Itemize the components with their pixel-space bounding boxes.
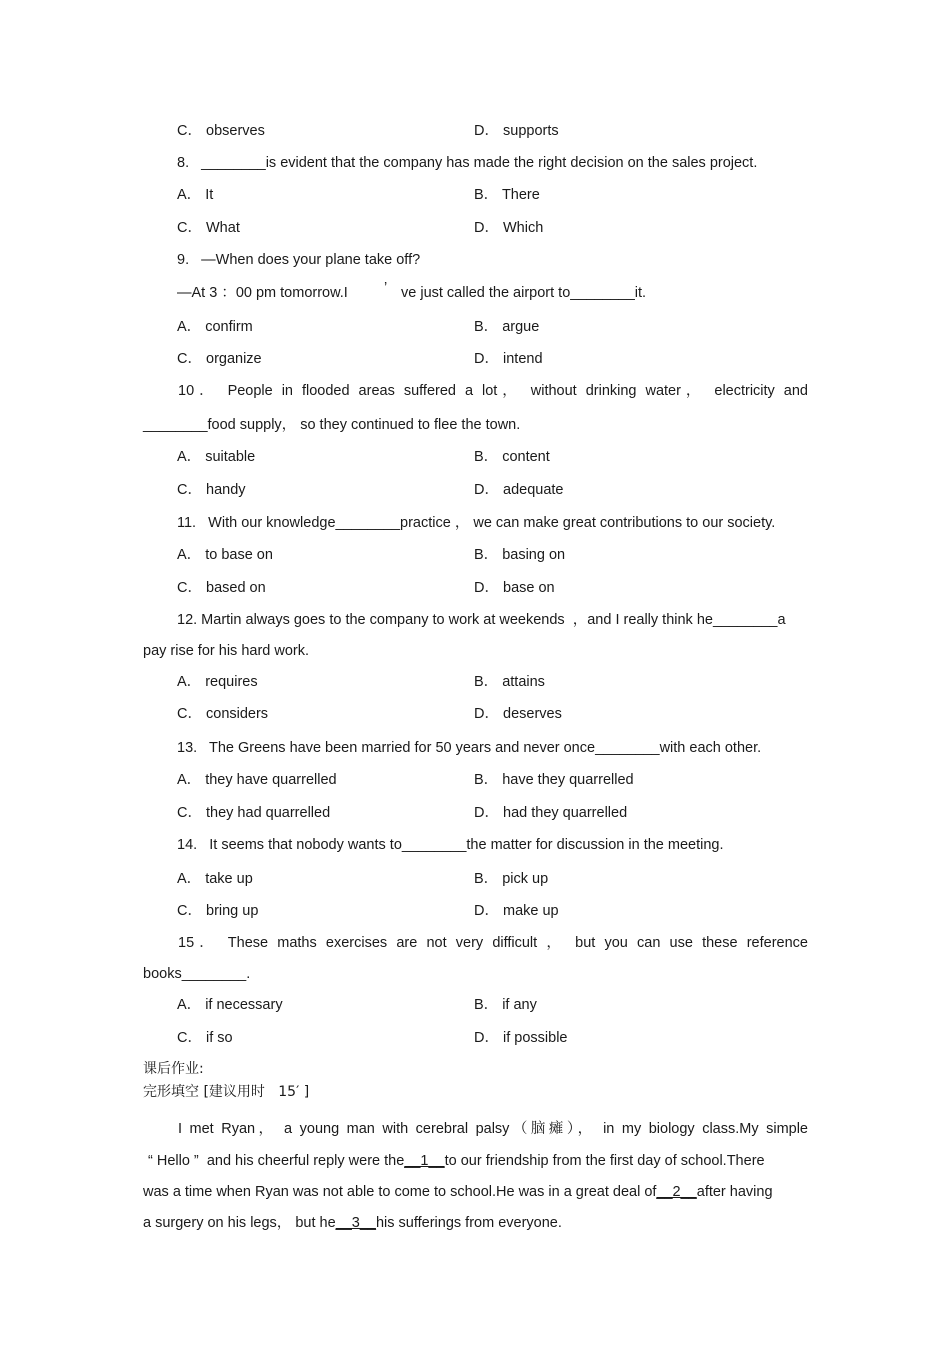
q14-option-d: D． make up <box>474 903 559 919</box>
q11-option-b: B． basing on <box>474 547 566 563</box>
q14-option-a: A． take up <box>177 871 253 887</box>
q11-option-c: C． based on <box>177 580 266 596</box>
q10-stem-line1: 10． People in flooded areas suffered a lot， without drinking water， electricity and <box>178 383 808 399</box>
passage-line3-end: after having <box>696 1184 773 1200</box>
q10-option-a: A． suitable <box>177 449 256 465</box>
q15-option-b: B． if any <box>474 997 537 1013</box>
q10-option-b: B． content <box>474 449 550 465</box>
q9-option-b: B． argue <box>474 319 540 335</box>
passage-line3-start: was a time when Ryan was not able to come to school.He was in a great deal of <box>143 1184 657 1200</box>
blank-1: __1__ <box>404 1153 445 1169</box>
q9-option-a: A． confirm <box>177 319 253 335</box>
q8-option-d: D． Which <box>474 220 544 236</box>
q12-stem-line2: pay rise for his hard work. <box>143 643 310 659</box>
q8-option-b: B． There <box>474 187 540 203</box>
passage-line4-start: a surgery on his legs， but he <box>143 1215 336 1231</box>
q15-stem-line2: books________. <box>143 966 251 982</box>
q11-option-d: D． base on <box>474 580 555 596</box>
q9-reply-part1: —At 3 ：00 pm tomorrow.I <box>177 285 348 301</box>
q9-stem: 9. —When does your plane take off? <box>177 252 421 268</box>
q7-option-d: D． supports <box>474 123 559 139</box>
q12-option-c: C． considers <box>177 706 269 722</box>
q14-stem: 14. It seems that nobody wants to________the matter for discussion in the meeting. <box>177 837 724 853</box>
blank-3: __3__ <box>335 1215 376 1231</box>
q9-option-d: D． intend <box>474 351 543 367</box>
blank-2: __2__ <box>656 1184 697 1200</box>
q12-option-a: A． requires <box>177 674 258 690</box>
passage-line4-end: his sufferings from everyone. <box>375 1215 562 1231</box>
q11-option-a: A． to base on <box>177 547 273 563</box>
passage-line4 <box>143 1214 562 1232</box>
q13-option-b: B． have they quarrelled <box>474 772 634 788</box>
q9-option-c: C． organize <box>177 351 262 367</box>
q15-stem-line1: 15． These maths exercises are not very difficult ， but you can use these reference <box>178 935 808 951</box>
q12-option-b: B． attains <box>474 674 545 690</box>
passage-line2-end: to our friendship from the first day of school.There <box>444 1153 765 1169</box>
passage-line2-start: “ Hello ” and his cheerful reply were the <box>148 1153 405 1169</box>
passage-line1: I met Ryan， a young man with cerebral palsy（脑瘫）， in my biology class.My simple <box>178 1121 808 1137</box>
q10-option-d: D． adequate <box>474 482 564 498</box>
q15-option-a: A． if necessary <box>177 997 283 1013</box>
q10-option-c: C． handy <box>177 482 246 498</box>
q13-stem: 13. The Greens have been married for 50 years and never once________with each other. <box>177 740 762 756</box>
q8-stem: 8. ________is evident that the company has made the right decision on the sales project. <box>177 155 758 171</box>
q13-option-d: D． had they quarrelled <box>474 805 628 821</box>
q9-reply-part2: ve just called the airport to________it. <box>401 285 647 301</box>
q10-stem-line2: ________food supply， so they continued to flee the town. <box>143 417 521 433</box>
q11-stem: 11. With our knowledge________practice ， we can make great contributions to our society. <box>177 515 776 531</box>
q14-option-b: B． pick up <box>474 871 549 887</box>
q12-stem-line1: 12. Martin always goes to the company to work at weekends ，and I really think he________a <box>177 612 786 628</box>
q8-option-a: A． It <box>177 187 214 203</box>
q12-option-d: D． deserves <box>474 706 562 722</box>
homework-heading: 课后作业: <box>143 1061 204 1077</box>
cloze-section-title: 完形填空 [建议用时 15′ ] <box>143 1084 310 1100</box>
q13-option-c: C． they had quarrelled <box>177 805 331 821</box>
q13-option-a: A． they have quarrelled <box>177 772 337 788</box>
q7-option-c: C． observes <box>177 123 265 139</box>
passage-line3 <box>143 1183 773 1201</box>
q15-option-c: C． if so <box>177 1030 233 1046</box>
q14-option-c: C． bring up <box>177 903 259 919</box>
q15-option-d: D． if possible <box>474 1030 568 1046</box>
q8-option-c: C． What <box>177 220 240 236</box>
passage-line2 <box>148 1152 765 1170</box>
q9-reply-apostrophe: ’ <box>384 280 388 296</box>
